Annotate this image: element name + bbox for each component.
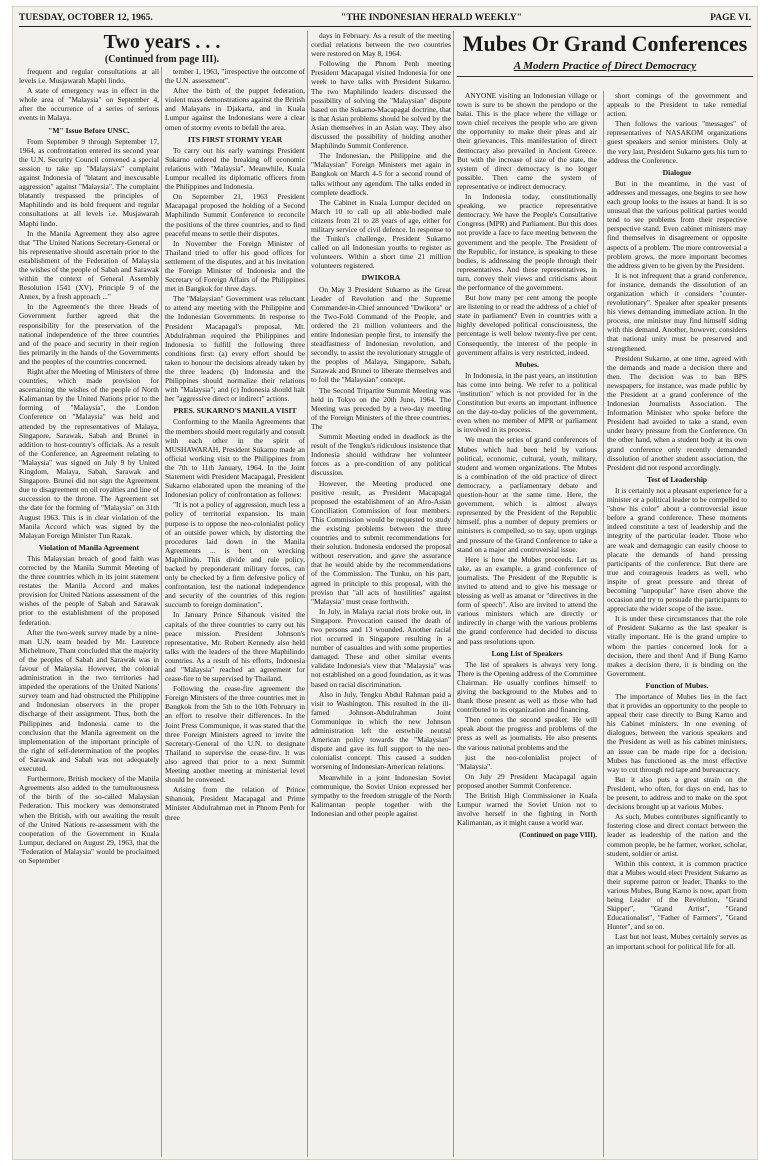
article-subhead: ITS FIRST STORMY YEAR: [187, 134, 283, 144]
article-paragraph: The Indonesian, the Philippine and the "Malaysian" Foreign Ministers met again in Bangkok on March 4-5 for a second round of talks without any agendum. The talks ended in complete deadlock.: [311, 151, 451, 197]
article-title: Two years . . .: [103, 31, 221, 53]
article-paragraph: Conforming to the Manila Agreements that the members should meet regularly and consult with each other in the spirit of MUSHAWARAH, President Sukarno made an official working visit to the Philippines from the 7th to 11th January, 1964. In the Joint Statement with President Macapagal, President Sukarno elaborated upon the meaning of the Indonesian policy of confrontation as follows:: [165, 417, 305, 500]
article-paragraph: To carry out his early warnings President Sukarno ordered the breaking off economic relations with "Malaysia". Meanwhile, Kuala Lumpur recalled its diplomatic officers from the Philippines and Indonesia.: [165, 145, 305, 192]
article-paragraph: After the birth of the puppet federation, violent mass demonstrations against the British and Malayans in Djakarta, and in Kuala Lumpur against the Indonesians were a clear omen of stormy events to befall the area.: [165, 86, 305, 132]
article-paragraph: This Malaysian breach of good faith was corrected by the Manila Summit Meeting of the three countries which in its joint statement restates the Manila Accord and makes provision for United Nations assessment of the wishes of the people of Sabah and Sarawak prior to the establishment of the proposed federation.: [19, 553, 159, 627]
article-paragraph: In July, in Malaya racial riots broke out, in Singapore. Provocation caused the death of two persons and 13 wounded. Another racial riot occurred in Singapore resulting in a number of casualties and with some properties damaged. These and other similar events validate Indonesia's view that "Malaysia" was not established on a good foundation, as it was based on racial discrimination.: [311, 606, 451, 689]
article-subhead: PRES. SUKARNO'S MANILA VISIT: [173, 406, 297, 416]
article-paragraph: Summit Meeting ended in deadlock as the result of the Tengku's ridiculous insistence that Indonesia should withdraw her volunteer forces as a pre-condition of any political discussion.: [311, 432, 451, 478]
article-subhead: Long List of Speakers: [491, 648, 563, 658]
newspaper-page: [12, 6, 758, 1160]
article-paragraph: "It is not a policy of aggression, much less a policy of territorial expansion. Its main purpose is to oppose the neo-colonialist policy of an outside power which, by distorting the procedures laid down in the Manila Agreements ... is bent on wrecking Maphilindo. This divide and rule policy, backed by preponderant military forces, can only be checked by a firm defensive policy of confrontation, lest the national independence and security of the countries of this region succumb to foreign domination".: [165, 500, 305, 610]
article-column-4: [457, 91, 597, 1157]
article-paragraph: Also in July, Tengku Abdul Rahman paid a visit to Washington. This resulted in the ill-famed Johnson-Abdulrahman Joint Communique in which the new Johnson administration left the erstwhile neutral American policy towards the "Malaysian" dispute and gave its full support to the neo-colonialist concept. This caused a sudden worsening of Indonesian-American relations.: [311, 689, 451, 772]
article-paragraph: In Indonesia today, constitutionally speaking, we practice representative democracy. We have the People's Consultative Congress (MPR) and Parliament. But this does not provide a face to face meeting between the government and the people. The President of the Republic, for instance, is speaking to these bodies, is addressing the people through their representatives. And these representatives, in turn, convey their views and criticisms about the performance of the government.: [457, 192, 597, 292]
page-number: PAGE VI.: [710, 12, 751, 23]
article-paragraph: Following the cease-fire agreement the Foreign Ministers of the three countries met in Bangkok from the 5th to the 10th February in an effort to resolve their differences. In the Joint Press Communique, it was stated that the three Foreign Ministers agreed to invite the Secretary-General of the U.N. to designate Thailand to supervise the cease-fire. It was also agreed that prior to a next Summit Meeting another meeting at ministerial level should be convened.: [165, 684, 305, 785]
page-header: [19, 9, 751, 27]
two-years-headline: [19, 31, 305, 65]
article-paragraph: It is not infrequent that a grand conference, for instance, demands the dissolution of an organization which it considers "counter-revolutionary". Speaker after speaker presents his views demanding immediate action. In the process, one minister may find himself siding with this demand. Another, however, considers that national unity must be preserved and strengthened.: [607, 270, 747, 353]
article-paragraph: Then follows the various "messages" of representatives of NASAKOM organizations guest speakers and senior ministers. Only at the very last, President Sukarno gets his turn to address the Conference.: [607, 119, 747, 165]
article-paragraph: But in the meantime, in the vast of addresses and messages, one begins to see how each group looks to the issues at hand. It is so unusual that the various political parties would tend to see problems from their respective perspective stand. Even cabinet ministers may find themselves in disagreement or opposite aspects of a problem. The more controversial a problem grows, the more important becomes the address given to be given by the President.: [607, 178, 747, 270]
article-paragraph: It is certainly not a pleasant experience for a minister or a political leader to be compelled to "show his color" about a controversial issue before a grand conference. These moments indeed constitute a test of leadership and the integrity of the particular leader. Those who are weak and demagogic can easily choose to placate the demands of hand pressing participants of the conference. But there are true and courageous leaders as well, who inspite of great pressure and threat of becoming "unpopular" have risen above the occasion and try to persuade the participants to appreciate the wider scope of the issue.: [607, 485, 747, 614]
article-paragraph: Within this context, it is common practice that a Mubes would elect President Sukarno as their supreme patron or leader. Thanks to the various Mubes, Bung Karno is now, apart from being Leader of the Revolution, "Grand Skipper", "Grand Artist", "Grand Educationalist", "Father of Farmers", "Grand Hunter", and so on.: [607, 858, 747, 932]
article-subhead: DWIKORA: [361, 273, 401, 283]
article-paragraph: On May 3 President Sukarno as the Great Leader of Revolution and the Supreme Commander-in-Chief announced "Dwikora" or the Two-Fold Command of the People, and ordered the 21 million volunteers and the entire Indonesian people first, to intensify the steadfastness of Indonesian revolution, and secondly, to assist the revolutionary struggle of the peoples of Malaya, Singapore, Sabah, Sarawak and Brunei to liberate themselves and to foil the "Malaysian" concept.: [311, 284, 451, 385]
mubes-headline: [457, 31, 753, 77]
mubes-subtitle: A Modern Practice of Direct Democracy: [513, 60, 697, 72]
issue-date: TUESDAY, OCTOBER 12, 1965.: [19, 12, 153, 23]
article-paragraph: Arising from the relation of Prince Sihanouk, President Macapagal and Prime Minister Abdulrahman met in Phnom Penh for three: [165, 785, 305, 822]
article-paragraph: days in February. As a result of the meeting cordial relations between the two countries were restored on May 8, 1964.: [311, 31, 451, 59]
article-paragraph: In Indonesia, in the past years, an institution has come into being. We refer to a political "institution" which is not provided for in the Constitution but exerts an important influence on the day-to-day policies of the government, even when no member of MPR or parliament is involved in its process.: [457, 370, 597, 435]
article-paragraph: After the two-week survey made by a nine-man U.N. team headed by Mr. Laurence Michelmore, Thant concluded that the majority of the peoples of Sabah and Sarawak was in favour of Malaysia. However, the colonial administration in the two territories had impeded the operations of the United Nations' survey team and had obstructed the Philippine and Indonesian observers in the proper discharge of their assignment. Thus, both the Philippines and Indonesia came to the conclusion that the Manila agreement on the implementation of the important principle of the right of self-determination of the peoples of Sarawak and Sabah was not adequately executed.: [19, 627, 159, 774]
article-column-2: [165, 67, 305, 1157]
article-paragraph: In the Agreement's the three Heads of Government further agreed that the responsibility for the preservation of the national independence of the three countries and of the peace and security in their region lies primarily in the hands of the Governments and the peoples of the countries concerned.: [19, 302, 159, 366]
article-paragraph: just the neo-colonialist project of "Malaysia".: [457, 752, 597, 771]
continued-on: (Continued on page VIII).: [519, 831, 597, 840]
column-rule: [161, 67, 162, 1157]
column-rule: [307, 31, 308, 1157]
article-paragraph: In January Prince Sihanouk visited the capitals of the three countries to carry out his peace mission. President Johnson's representative, Mr. Robert Kennedy also held talks with the leaders of the three Maphilindo countries. As a result of his efforts, Indonesia and "Malaysia" reached an agreement for cease-fire to be supervised by Thailand.: [165, 610, 305, 684]
article-paragraph: The "Malaysian" Government was reluctant to attend any meeting with the Philippine and the Indonesian Governments. In response to President Macapagal's proposal, Mr. Abdulrahman required the Philippines and Indonesia to fulfill the following three conditions first: (a) every effort should be taken to honour the decisions already taken by the three leaders; (b) Indonesia and the Philippines should normalize their relations with "Malaysia"; and (c) Indonesia should halt her "aggressive direct or indirect" actions.: [165, 294, 305, 404]
column-rule: [603, 91, 604, 1157]
article-paragraph: On September 21, 1963 President Macapagal proposed the holding of a Second Maphilindo Summit Conference to reconcile the positions of the three countries, and to find peaceful means to settle their disputes.: [165, 192, 305, 238]
article-paragraph: However, the Meeting produced one positive result, as President Macapagal proposed the establishment of an Afro-Asian Conciliation Commission of four members. This Commission would be requested to study the existing problems between the three countries and to submit recommendations for their solution. Indonesia endorsed the proposal without reservation, and gave the assurance that he would abide by the recommendations of the Commission. The Tunku, on his part, agreed in principle to this proposal, with the proviso that "all acts of hostilities" against "Malaysia" must cease forthwith.: [311, 478, 451, 606]
article-paragraph: Meanwhile in a joint Indonesian Soviet communique, the Soviet Union expressed her sympathy to the freedom struggle of the North Kalimantan people together with the Indonesian and other people against: [311, 772, 451, 818]
article-paragraph: But it also puts a great strain on the President, who often, for days on end, has to be present, to address and to make on the spot decisions brought up at various Mubes.: [607, 774, 747, 812]
article-paragraph: A state of emergency was in effect in the whole area of "Malaysia" on September 4, after the occurrence of a series of serious events in Malaya.: [19, 86, 159, 123]
article-paragraph: frequent and regular consultations at all levels i.e. Musjawarah Maphi lindo.: [19, 67, 159, 86]
article-paragraph: The British High Commissioner in Kuala Lumpur warned the Soviet Union not to involve herself in the fighting in North Kalimantan, as it might cause a world war.: [457, 791, 597, 828]
article-paragraph: In November the Foreign Minister of Thailand tried to offer his good offices for settlement of the disputes, and at his invitation the Foreign Minister of Indonesia and the Secretary of Foreign Affairs of the Philippines met in Bangkok for three days.: [165, 238, 305, 294]
article-paragraph: tember 1, 1963, "irrespective the outcome of the U.N. assessment".: [165, 67, 305, 86]
article-paragraph: On July 29 President Macapagal again proposed another Summit Conference.: [457, 771, 597, 790]
article-paragraph: We mean the series of grand conferences of Mubes which had been held by various political, economic, cultural, youth, military, student and women organizations. The Mubes is a combination of the old practice of direct democracy, a parliamentary debate and question-hour at the same time. Here, the government, which is almost always represented by the President of the Republic himself, plus a number of deputy premiers or ministers is compelled, so to say, upon urgings and pressure of the Grand Conference to take a stand on a major and controversial issue.: [457, 435, 597, 554]
article-paragraph: As such, Mubes contributes significantly to fostering close and direct contact between the leader as leadership of the nation and the common people, be he farmer, worker, scholar, student, soldier or artist.: [607, 812, 747, 858]
article-paragraph: Following the Phnom Penh meeting President Macapagal visited Indonesia for one week to have talks with President Sukarno. The two Maphilindo leaders discussed the possibility of solving the "Malaysian" dispute based on the Sukarno-Macapagal doctrine, that is that Asian problems should be solved by the Asian themselves in an Asian way. They also discussed the possibility of holding another Maphilindo Summit Conference.: [311, 59, 451, 151]
article-paragraph: The importance of Mubes lies in the fact that it provides an opportunity to the people to appeal their case directly to Bung Karno and his Cabinet ministers. In one evening of dialogues, between the various speakers and the President as well as his cabinet ministers, an issue can be made ripe for a decision. Mubes has functioned as the most effective way to cut through red tape and bureaucracy.: [607, 692, 747, 774]
article-subhead: Mubes.: [515, 359, 539, 369]
article-subhead: Function of Mubes.: [645, 680, 709, 690]
article-column-1: [19, 67, 159, 1157]
article-paragraph: ANYONE visiting an Indonesian village or town is sure to be shown the pendopo or the balai. This is the place where the village or town chief receives the people who are given the opportunity to make their pleas and air their grievances. This manifestation of direct democracy also prevailed in Ancient Greece. But with the increase of size of the state, the system of direct democracy is no longer possible. Then came the system of representative or indirect democracy.: [457, 91, 597, 191]
article-subhead: "M" Issue Before UNSC.: [48, 125, 130, 135]
article-paragraph: It is under these circumstances that the role of President Sukarno as the last speaker is vitally important. He is the grand umpire to whom the parties concerned look for a decision, there and then! And if Bung Karno makes a decision there, it is binding on the Government.: [607, 614, 747, 678]
article-paragraph: Here is how the Mubes proceeds. Let us take, as an example, a grand conference of journalists. The President of the Republic is invited to attend and to give his message or blessing as well as amanat or "directives in the form of speech". Also are invited to attend the various ministers which are directly or indirectly in charge with the various problems the grand conference had decided to discuss and pass resolutions upon.: [457, 554, 597, 646]
article-column-3: [311, 31, 451, 1157]
article-subhead: Violation of Manila Agreement: [38, 542, 140, 552]
article-paragraph: Last but not least, Mubes certainly serves as an important school for political life for all.: [607, 932, 747, 951]
article-paragraph: The Second Tripartite Summit Meeting was held in Tokyo on the 20th June, 1964. The Meeting was preceded by a two-day meeting of the Foreign Ministers of the three countries. The: [311, 385, 451, 431]
article-paragraph: short comings of the government and appeals to the President to take remedial action.: [607, 91, 747, 119]
article-subhead: Dialogue: [662, 167, 692, 177]
article-paragraph: Then comes the second speaker. He will speak about the progress and problems of the press as well as journalists. He also presents the various national problems and the: [457, 715, 597, 752]
article-paragraph: But how many per cent among the people are listening to or read the address of a chief of state in parliament? Even in countries with a highly developed political consciousness, the percentage is well below twenty-five per cent. Consequently, the interest of the people in government affairs is very restricted, indeed.: [457, 293, 597, 357]
article-paragraph: The list of speakers is always very long. There is the Opening address of the Committee Chairman. He usually confines himself to giving the background to the Mubes and to thank those present as well as those who had contributed to its organization and financing.: [457, 659, 597, 715]
article-paragraph: President Sukarno, at one time, agreed with the demands and made a decision there and then. The decision was to ban BPS newspapers, for instance, was made public by the President at a grand conference of the Indonesian Journalists Association. The Information Minister who spoke before the President had avoided to take a stand, even under heavy pressure from the Conference. On the other hand, when a student body at its own grand conference only recently demanded dissolution of another student association, the President did not respond accordingly.: [607, 353, 747, 472]
continued-from: (Continued from page III).: [104, 54, 220, 65]
article-column-5: [607, 91, 747, 1157]
newspaper-name: "THE INDONESIAN HERALD WEEKLY": [341, 12, 522, 23]
column-rule: [453, 31, 454, 1157]
article-subhead: Test of Leadership: [646, 474, 708, 484]
mubes-title: Mubes Or Grand Conferences: [462, 31, 748, 56]
article-paragraph: Right after the Meeting of Ministers of three countries, which made provision for ascertaining the wishes of the people of North Kalimantan by the United Nations prior to the forming of "Malaysia", the London Conference on "Malaysia" was held and attended by the representatives of Malaya, Singapore, Sarawak, Sabah and Brunei in addition to host-country's officials. As a result of the Conference, an Agreement relating to "Malaysia" was signed on July 9 by United Kingdom, Malaya, Sabah, Sarawak and Singapore. Brunei did not sign the Agreement due to disagreement on oil royalties and line of succession to the throne. The Agreement set the date for the forming of "Malaysia" on 31th August 1963. This is in clear violation of the Manila Accord which was signed by the Malayan Foreign Minister Tun Razak.: [19, 367, 159, 540]
article-paragraph: The Cabinet in Kuala Lumpur decided on March 10 to call up all able-bodied male citizens from 21 to 28 years of age, either for military service of civil defence. In response to the Tunku's challenge, President Sukarno called on all Indonesian youths to register as volunteers. Within a short time 21 million volunteers registered.: [311, 197, 451, 271]
article-paragraph: From September 9 through September 17, 1964, as confrontation entered its second year the U.N. Security Council convened a special session to take up "Malaysia's" complaint against Indonesia of "blatant and inexcusable aggression" against "Malaysia". The complaint blatantly trespassed the principles of Maphilindo and its bold frequent and regular consultations at all levels i.e. Musjawarah Maphi lindo.: [19, 136, 159, 228]
article-paragraph: Furthermore, British mockery of the Manila Agreements also added to the tumultuousness of the birth of the so-called Malaysian Federation. This mockery was demonstrated when the British, with out awaiting the result of the United Nations re-assessment with the cooperation of the Government in Kuala Lumpur, declared on August 29, 1963, that the "Federation of Malaysia" would be proclaimed on September: [19, 774, 159, 865]
article-paragraph: In the Manila Agreement they also agree that "The United Nations Secretary-General or his representative should ascertain prior to the establishment of the Federation of Malaysia the wishes of the people of Sabah and Sarawak within the context of General Assembly Resolution 1541 (XV), Principle 9 of the Annex, by a fresh approach ...": [19, 228, 159, 302]
